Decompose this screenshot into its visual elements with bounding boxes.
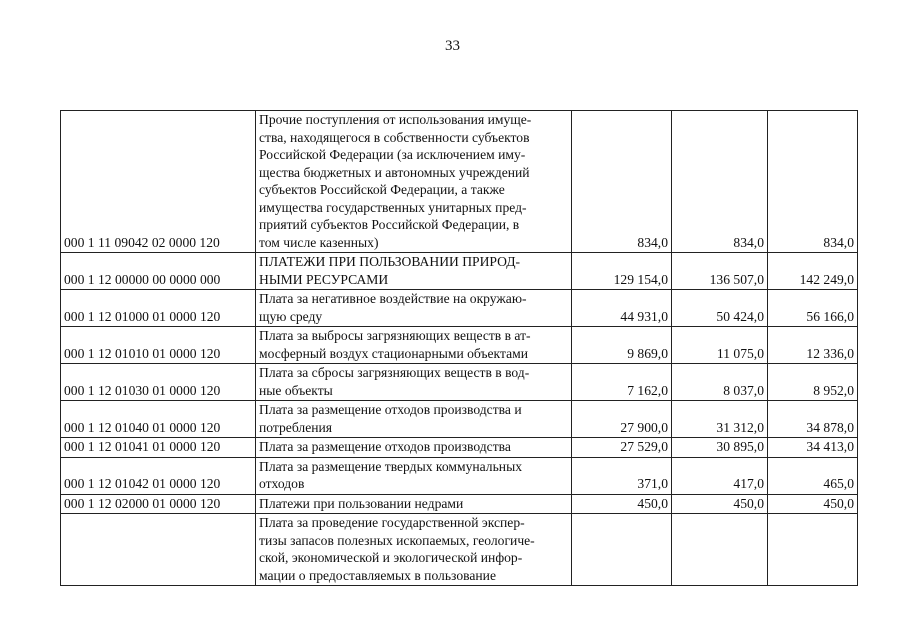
revenue-name-cell — [256, 253, 572, 290]
amount-year-3-cell: 12 336,0 — [768, 327, 858, 364]
amount-year-1-cell: 27 529,0 — [572, 438, 672, 458]
amount-year-2-cell — [672, 514, 768, 586]
amount-year-1-cell: 450,0 — [572, 494, 672, 514]
revenue-name-line: отходов — [259, 476, 305, 491]
amount-year-2-cell: 834,0 — [672, 111, 768, 253]
budget-code-cell: 000 1 12 01040 01 0000 120 — [61, 401, 256, 438]
amount-year-3-cell: 8 952,0 — [768, 364, 858, 401]
amount-year-3-cell — [768, 514, 858, 586]
budget-code-cell — [61, 514, 256, 586]
budget-code-cell: 000 1 12 01030 01 0000 120 — [61, 364, 256, 401]
revenue-name-line: ской, экономической и экологической инфор- — [259, 550, 523, 565]
revenue-table — [60, 110, 858, 586]
revenue-name-line: Плата за размещение твердых коммунальных — [259, 458, 522, 474]
revenue-name-line: мации о предоставляемых в пользование — [259, 567, 496, 583]
revenue-name-cell — [256, 290, 572, 327]
revenue-name-line: субъектов Российской Федерации, а также — [259, 182, 505, 197]
revenue-name-line: мосферный воздух стационарными объектами — [259, 345, 529, 361]
revenue-name-cell — [256, 364, 572, 401]
page-number: 33 — [445, 38, 460, 54]
revenue-name-cell — [256, 327, 572, 364]
revenue-name-line: Плата за сбросы загрязняющих веществ в вод- — [259, 365, 530, 380]
amount-year-1-cell: 129 154,0 — [572, 253, 672, 290]
revenue-name-line: Прочие поступления от использования имуще- — [259, 112, 532, 127]
revenue-name-line: приятий субъектов Российской Федерации, в — [259, 217, 520, 232]
amount-year-1-cell: 371,0 — [572, 457, 672, 494]
amount-year-2-cell: 31 312,0 — [672, 401, 768, 438]
amount-year-3-cell: 834,0 — [768, 111, 858, 253]
revenue-name-line: Российской Федерации (за исключением иму- — [259, 147, 526, 162]
table-row — [61, 438, 858, 458]
amount-year-3-cell: 56 166,0 — [768, 290, 858, 327]
amount-year-2-cell: 136 507,0 — [672, 253, 768, 290]
table-row — [61, 364, 858, 401]
budget-code-cell: 000 1 12 01042 01 0000 120 — [61, 457, 256, 494]
revenue-name-cell — [256, 438, 572, 458]
budget-code-cell: 000 1 12 00000 00 0000 000 — [61, 253, 256, 290]
amount-year-1-cell — [572, 514, 672, 586]
amount-year-2-cell: 417,0 — [672, 457, 768, 494]
revenue-name-line: Платежи при пользовании недрами — [259, 495, 464, 511]
revenue-name-line: Плата за выбросы загрязняющих веществ в ат- — [259, 328, 531, 343]
revenue-name-cell — [256, 514, 572, 586]
budget-code-cell: 000 1 12 01041 01 0000 120 — [61, 438, 256, 458]
amount-year-2-cell: 450,0 — [672, 494, 768, 514]
amount-year-3-cell: 450,0 — [768, 494, 858, 514]
amount-year-2-cell: 30 895,0 — [672, 438, 768, 458]
amount-year-1-cell: 7 162,0 — [572, 364, 672, 401]
table-row — [61, 290, 858, 327]
table-row — [61, 457, 858, 494]
revenue-name-cell — [256, 401, 572, 438]
revenue-name-line: имущества государственных унитарных пред- — [259, 199, 527, 215]
revenue-name-line: тизы запасов полезных ископаемых, геологиче- — [259, 532, 535, 548]
budget-code-cell: 000 1 12 02000 01 0000 120 — [61, 494, 256, 514]
amount-year-1-cell: 44 931,0 — [572, 290, 672, 327]
amount-year-2-cell: 11 075,0 — [672, 327, 768, 364]
table-row — [61, 401, 858, 438]
revenue-name-line: Плата за негативное воздействие на окружаю- — [259, 291, 527, 306]
revenue-name-line: ства, находящегося в собственности субъектов — [259, 129, 530, 145]
table-row — [61, 253, 858, 290]
amount-year-3-cell: 34 878,0 — [768, 401, 858, 438]
revenue-name-cell — [256, 111, 572, 253]
amount-year-1-cell: 834,0 — [572, 111, 672, 253]
amount-year-1-cell: 27 900,0 — [572, 401, 672, 438]
amount-year-2-cell: 50 424,0 — [672, 290, 768, 327]
amount-year-2-cell: 8 037,0 — [672, 364, 768, 401]
amount-year-1-cell: 9 869,0 — [572, 327, 672, 364]
amount-year-3-cell: 465,0 — [768, 457, 858, 494]
table-row — [61, 327, 858, 364]
revenue-name-line: том числе казенных) — [259, 234, 379, 250]
table-row — [61, 514, 858, 586]
table-row — [61, 494, 858, 514]
revenue-name-line: Плата за размещение отходов производства и — [259, 402, 522, 417]
amount-year-3-cell: 142 249,0 — [768, 253, 858, 290]
revenue-name-line: НЫМИ РЕСУРСАМИ — [259, 271, 389, 287]
revenue-name-line: ные объекты — [259, 382, 333, 398]
budget-code-cell: 000 1 12 01010 01 0000 120 — [61, 327, 256, 364]
amount-year-3-cell: 34 413,0 — [768, 438, 858, 458]
revenue-name-line: щую среду — [259, 308, 323, 324]
revenue-name-cell — [256, 494, 572, 514]
revenue-name-line: Плата за размещение отходов производства — [259, 439, 511, 454]
revenue-name-line: ПЛАТЕЖИ ПРИ ПОЛЬЗОВАНИИ ПРИРОД- — [259, 254, 521, 269]
revenue-name-line: щества бюджетных и автономных учреждений — [259, 164, 530, 180]
table-body — [61, 111, 858, 586]
revenue-name-cell — [256, 457, 572, 494]
budget-code-cell: 000 1 11 09042 02 0000 120 — [61, 111, 256, 253]
revenue-name-line: Плата за проведение государственной экспер- — [259, 515, 525, 530]
budget-code-cell: 000 1 12 01000 01 0000 120 — [61, 290, 256, 327]
table-row — [61, 111, 858, 253]
revenue-name-line: потребления — [259, 419, 333, 435]
